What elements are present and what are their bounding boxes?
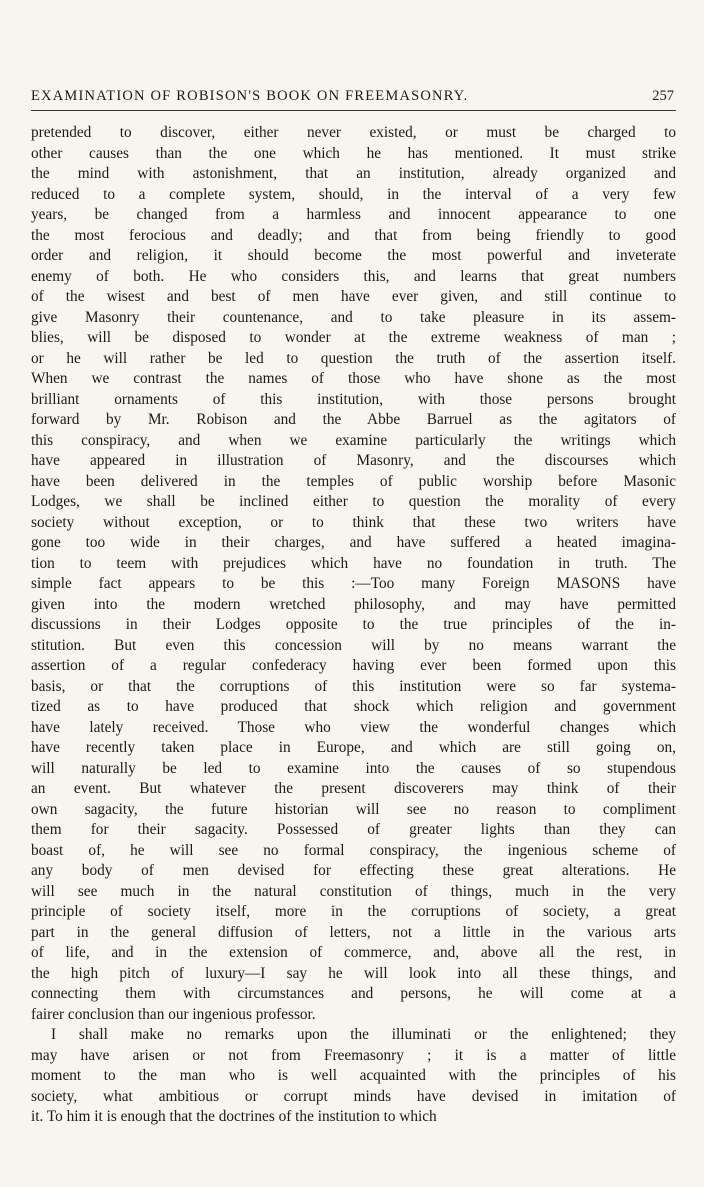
text-line: Lodges, we shall be inclined either to question the morality of every xyxy=(31,493,676,510)
text-line: fairer conclusion than our ingenious professor. xyxy=(31,1005,316,1023)
text-line: of the wisest and best of men have ever given, and still continue to xyxy=(31,288,676,305)
text-line: discussions in their Lodges opposite to the true principles of the in- xyxy=(31,616,676,633)
text-line: have been delivered in the temples of public worship before Masonic xyxy=(31,472,676,490)
text-line: will naturally be led to examine into the causes of so stupendous xyxy=(31,759,676,777)
text-line: pretended to discover, either never existed, or must be charged to xyxy=(31,124,676,141)
text-line: basis, or that the corruptions of this institution were so far systema- xyxy=(31,677,676,695)
text-line: this conspiracy, and when we examine particularly the writings which xyxy=(31,431,676,449)
running-header xyxy=(31,88,676,111)
text-line: or he will rather be led to question the truth of the assertion itself. xyxy=(31,349,676,367)
text-line: an event. But whatever the present discoverers may think of their xyxy=(31,780,676,797)
text-line: society without exception, or to think that these two writers have xyxy=(31,513,676,531)
text-line: boast of, he will see no formal conspiracy, the ingenious scheme of xyxy=(31,841,676,859)
header-title: EXAMINATION OF ROBISON'S BOOK ON FREEMASONRY. xyxy=(31,88,469,104)
text-line: have appeared in illustration of Masonry, and the discourses which xyxy=(31,452,676,469)
text-line: the most ferocious and deadly; and that from being friendly to good xyxy=(31,226,676,244)
text-line: forward by Mr. Robison and the Abbe Barruel as the agitators of xyxy=(31,411,676,428)
text-line: assertion of a regular confederacy having ever been formed upon this xyxy=(31,657,676,674)
text-line: other causes than the one which he has mentioned. It must strike xyxy=(31,144,676,162)
text-line: tion to teem with prejudices which have no foundation in truth. The xyxy=(31,554,676,572)
text-line: simple fact appears to be this :—Too many Foreign MASONS have xyxy=(31,575,676,592)
text-line: gone too wide in their charges, and have suffered a heated imagina- xyxy=(31,534,676,551)
text-line: moment to the man who is well acquainted with the principles of his xyxy=(31,1067,676,1084)
text-line: principle of society itself, more in the corruptions of society, a great xyxy=(31,903,676,920)
text-line: blies, will be disposed to wonder at the extreme weakness of man ; xyxy=(31,329,676,346)
text-line: When we contrast the names of those who have shone as the most xyxy=(31,370,676,387)
text-line: years, be changed from a harmless and innocent appearance to one xyxy=(31,206,676,223)
text-line: enemy of both. He who considers this, and learns that great numbers xyxy=(31,267,676,285)
text-line: stitution. But even this concession will by no means warrant the xyxy=(31,636,676,654)
text-line: of life, and in the extension of commerce, and, above all the rest, in xyxy=(31,944,676,961)
page-number: 257 xyxy=(652,88,674,104)
text-line: tized as to have produced that shock which religion and government xyxy=(31,698,676,715)
text-line: have lately received. Those who view the wonderful changes which xyxy=(31,718,676,736)
text-line: society, what ambitious or corrupt minds have devised in imitation of xyxy=(31,1087,676,1105)
text-line: will see much in the natural constitution of things, much in the very xyxy=(31,882,676,900)
text-line: them for their sagacity. Possessed of greater lights than they can xyxy=(31,821,676,838)
text-line: any body of men devised for effecting these great alterations. He xyxy=(31,862,676,879)
text-line: given into the modern wretched philosophy, and may have permitted xyxy=(31,595,676,613)
text-line: brilliant ornaments of this institution, with those persons brought xyxy=(31,390,676,408)
text-line: connecting them with circumstances and persons, he will come at a xyxy=(31,985,676,1002)
text-line: I shall make no remarks upon the illuminati or the enlightened; they xyxy=(51,1026,676,1043)
book-page xyxy=(31,88,676,1128)
text-line: the high pitch of luxury—I say he will look into all these things, and xyxy=(31,964,676,982)
text-line: own sagacity, the future historian will see no reason to compliment xyxy=(31,800,676,818)
text-line: order and religion, it should become the most powerful and inveterate xyxy=(31,247,676,264)
body-text xyxy=(31,123,676,1128)
text-line: reduced to a complete system, should, in the interval of a very few xyxy=(31,185,676,203)
text-line: the mind with astonishment, that an institution, already organized and xyxy=(31,165,676,182)
text-line: may have arisen or not from Freemasonry ; it is a matter of little xyxy=(31,1046,676,1064)
text-line: part in the general diffusion of letters, not a little in the various arts xyxy=(31,923,676,941)
text-line: it. To him it is enough that the doctrines of the institution to which xyxy=(31,1108,437,1125)
text-line: have recently taken place in Europe, and which are still going on, xyxy=(31,739,676,756)
text-line: give Masonry their countenance, and to take pleasure in its assem- xyxy=(31,308,676,326)
